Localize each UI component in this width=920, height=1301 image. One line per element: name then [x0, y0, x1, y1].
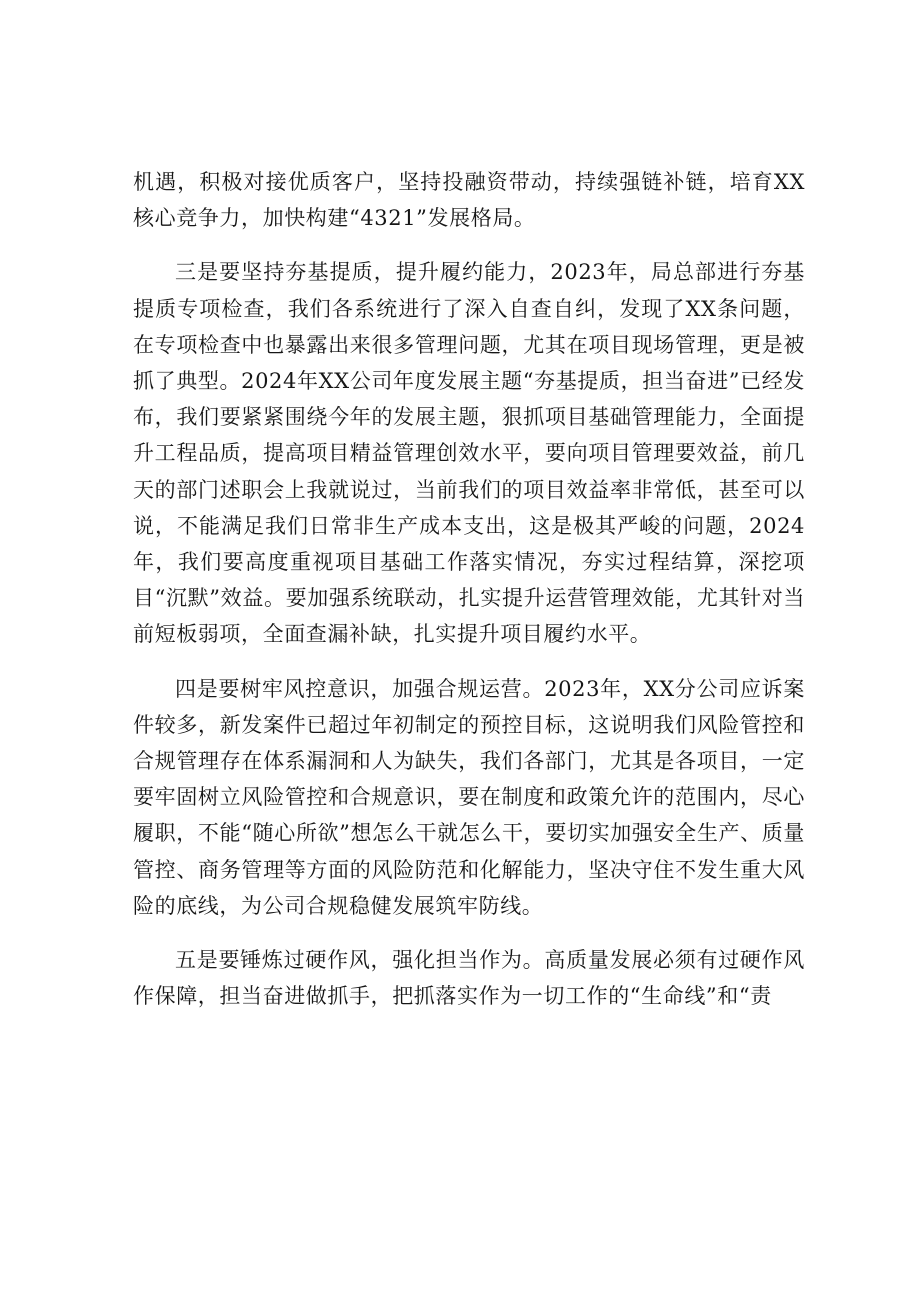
document-body: [133, 164, 805, 1014]
paragraph-point-three: 三是要坚持夯基提质，提升履约能力，2023年，局总部进行夯基提质专项检查，我们各系统进行了深入自查自纠，发现了XX条问题，在专项检查中也暴露出来很多管理问题，尤其在项目现场管理，更是被抓了典型。2024年XX公司年度发展主题“夯基提质，担当奋进”已经发布，我们要紧紧围绕今年的发展主题，狠抓项目基础管理能力，全面提升工程品质，提高项目精益管理创效水平，要向项目管理要效益，前几天的部门述职会上我就说过，当前我们的项目效益率非常低，甚至可以说，不能满足我们日常非生产成本支出，这是极其严峻的问题，2024年，我们要高度重视项目基础工作落实情况，夯实过程结算，深挖项目“沉默”效益。要加强系统联动，扎实提升运营管理效能，尤其针对当前短板弱项，全面查漏补缺，扎实提升项目履约水平。: [133, 260, 805, 647]
paragraph-point-five: 五是要锤炼过硬作风，强化担当作为。高质量发展必须有过硬作风作保障，担当奋进做抓手，把抓落实作为一切工作的“生命线”和“责: [133, 948, 805, 1009]
paragraph-continuation: 机遇，积极对接优质客户，坚持投融资带动，持续强链补链，培育XX核心竞争力，加快构建“4321”发展格局。: [133, 170, 805, 231]
paragraph-point-four: 四是要树牢风控意识，加强合规运营。2023年，XX分公司应诉案件较多，新发案件已超过年初制定的预控目标，这说明我们风险管控和合规管理存在体系漏洞和人为缺失，我们各部门，尤其是各项目，一定要牢固树立风险管控和合规意识，要在制度和政策允许的范围内，尽心履职，不能“随心所欲”想怎么干就怎么干，要切实加强安全生产、质量管控、商务管理等方面的风险防范和化解能力，坚决守住不发生重大风险的底线，为公司合规稳健发展筑牢防线。: [133, 676, 805, 918]
